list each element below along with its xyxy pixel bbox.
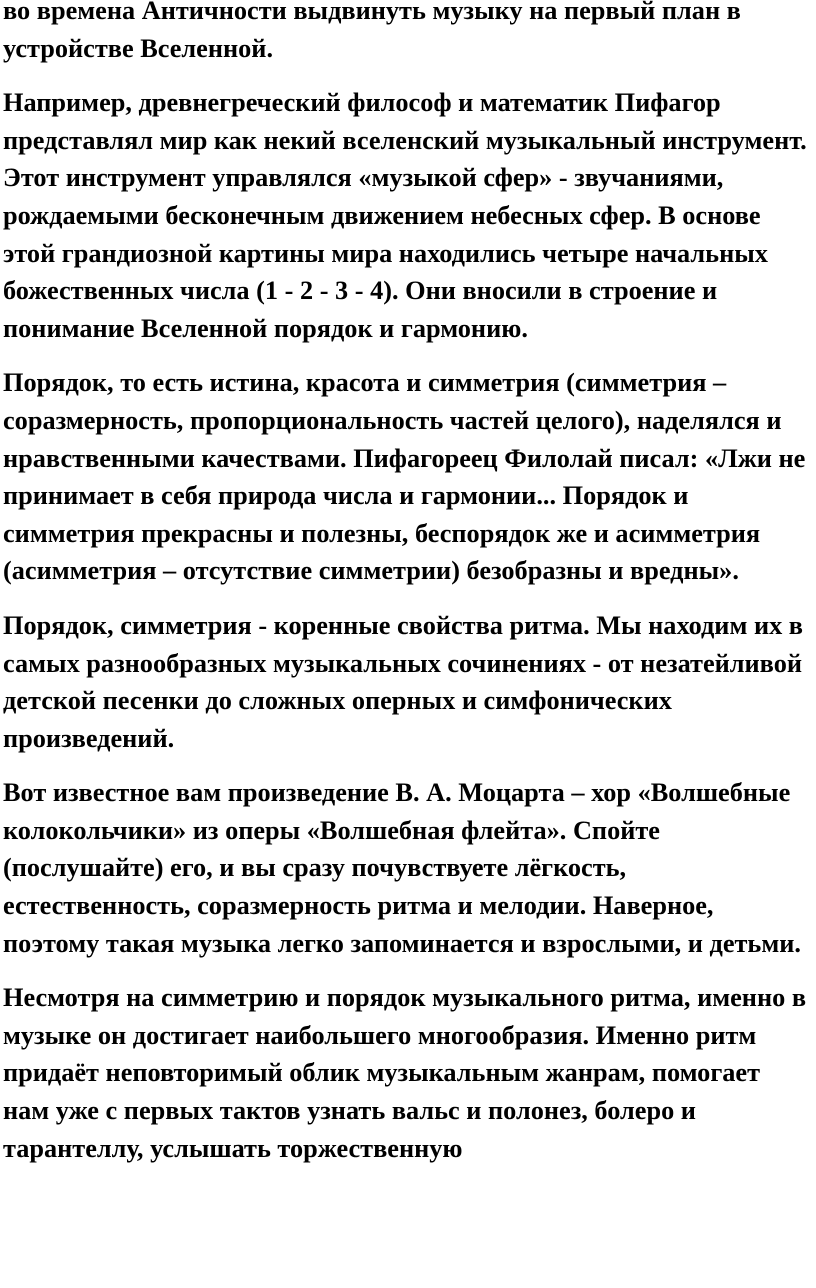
paragraph-2: Например, древнегреческий философ и математик Пифагор представлял мир как некий вселенский музыкальный инструмент. Этот инструмент управлялся «музыкой сфер» - звучаниями, рождаемыми бесконечным движением небесных сфер. В основе этой грандиозной картины мира находились четыре начальных божественных числа (1 - 2 - 3 - 4). Они вносили в строение и понимание Вселенной порядок и гармонию. bbox=[3, 88, 807, 343]
paragraph-3: Порядок, то есть истина, красота и симметрия (симметрия – соразмерность, пропорциональность частей целого), наделялся и нравственными качествами. Пифагореец Филолай писал: «Лжи не принимает в себя природа числа и гармонии... Порядок и симметрия прекрасны и полезны, беспорядок же и асимметрия (асимметрия – отсутствие симметрии) безобразны и вредны». bbox=[3, 368, 806, 586]
paragraph-5: Вот известное вам произведение В. А. Моцарта – хор «Волшебные колокольчики» из оперы «Волшебная флейта». Спойте (послушайте) его, и вы сразу почувствуете лёгкость, естественность, соразмерность ритма и мелодии. Наверное, поэтому такая музыка легко запоминается и взрослыми, и детьми. bbox=[3, 778, 801, 958]
paragraph-4: Порядок, симметрия - коренные свойства ритма. Мы находим их в самых разнообразных музыкальных сочинениях - от незатейливой детской песенки до сложных оперных и симфонических произведений. bbox=[3, 610, 804, 753]
paragraph-6: Несмотря на симметрию и порядок музыкального ритма, именно в музыке он достигает наибольшего многообразия. Именно ритм придаёт неповторимый облик музыкальным жанрам, помогает нам уже с первых тактов узнать вальс и полонез, болеро и тарантеллу, услышать торжественную bbox=[3, 983, 807, 1163]
paragraph-1: во времена Античности выдвинуть музыку на первый план в устройстве Вселенной. bbox=[3, 0, 741, 63]
